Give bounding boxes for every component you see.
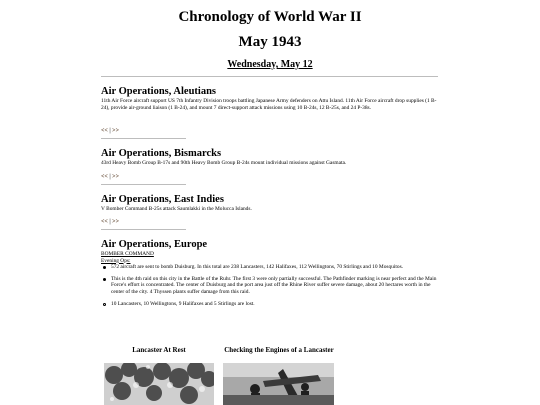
list-item: 10 Lancasters, 10 Wellingtons, 9 Halifaxes and 5 Stirlings are lost. <box>101 301 441 308</box>
nav-separator: | <box>109 128 111 134</box>
lancaster-photo <box>104 363 214 405</box>
section-text: 11th Air Force aircraft support US 7th Infantry Division troops battling Japanese Army defenders on Attu Island. 11th Air Force aircraft drop supplies (1 B-24), provide air-ground liaison (1 B-24), and mount 7 direct-support attack missions using 10 B-24s, 12 B-25s, and 24 P-38s. <box>101 98 437 111</box>
list-item: 572 aircraft are sent to bomb Duisburg. In this total are 238 Lancasters, 142 Halifaxes, 112 Wellingtons, 70 Stirlings and 10 Mosquitos. <box>101 264 441 271</box>
section-title: Air Operations, Bismarcks <box>101 148 222 159</box>
prev-link[interactable]: << <box>101 219 108 225</box>
nav-links <box>101 127 119 135</box>
bullet-icon <box>103 278 106 281</box>
top-divider <box>101 76 438 77</box>
engine-check-photo <box>223 363 334 405</box>
section-bismarcks <box>101 148 441 167</box>
bomber-command-link[interactable]: BOMBER COMMAND <box>101 251 154 257</box>
section-divider <box>101 138 186 139</box>
section-divider <box>101 184 186 185</box>
photo-caption: Checking the Engines of a Lancaster <box>224 346 334 354</box>
engine-photo-image <box>223 363 334 405</box>
nav-separator: | <box>109 174 111 180</box>
section-divider <box>101 229 186 230</box>
page-title: Chronology of World War II <box>178 9 362 25</box>
prev-link[interactable]: << <box>101 174 108 180</box>
tree-photo-image <box>104 363 214 405</box>
section-europe <box>101 239 441 307</box>
section-aleutians <box>101 86 441 111</box>
prev-link[interactable]: << <box>101 128 108 134</box>
photo-caption: Lancaster At Rest <box>132 346 186 354</box>
list-item: This is the 4th raid on this city in the Battle of the Ruhr. The first 3 were only partially successful. The Pathfinder marking is near perfect and the Main Force's effort is concentrated. The center of Duisburg and the port area just off the Rhine River suffer severe damage, about 20 hectares worth in the center of the city. 4 Thyssen plants suffer damage from this raid. <box>101 276 441 296</box>
section-title: Air Operations, East Indies <box>101 194 224 205</box>
next-link[interactable]: >> <box>112 128 120 134</box>
section-east-indies <box>101 194 441 213</box>
nav-links <box>101 218 119 226</box>
nav-separator: | <box>109 219 111 225</box>
section-text: V Bomber Command B-25s attack Saumlakki in the Molucca Islands. <box>101 206 252 212</box>
date-heading: Wednesday, May 12 <box>227 59 313 70</box>
evening-ops-heading: Evening Ops: <box>101 257 131 264</box>
next-link[interactable]: >> <box>112 219 120 225</box>
nav-links <box>101 173 119 181</box>
section-text: 43rd Heavy Bomb Group B-17s and 90th Heavy Bomb Group B-24s mount individual missions against Gasmata. <box>101 160 347 166</box>
page-subtitle: May 1943 <box>238 34 302 50</box>
section-title: Air Operations, Aleutians <box>101 86 217 97</box>
next-link[interactable]: >> <box>112 174 120 180</box>
section-title: Air Operations, Europe <box>101 239 208 250</box>
circle-bullet-icon <box>103 303 106 306</box>
bullet-icon <box>103 266 106 269</box>
